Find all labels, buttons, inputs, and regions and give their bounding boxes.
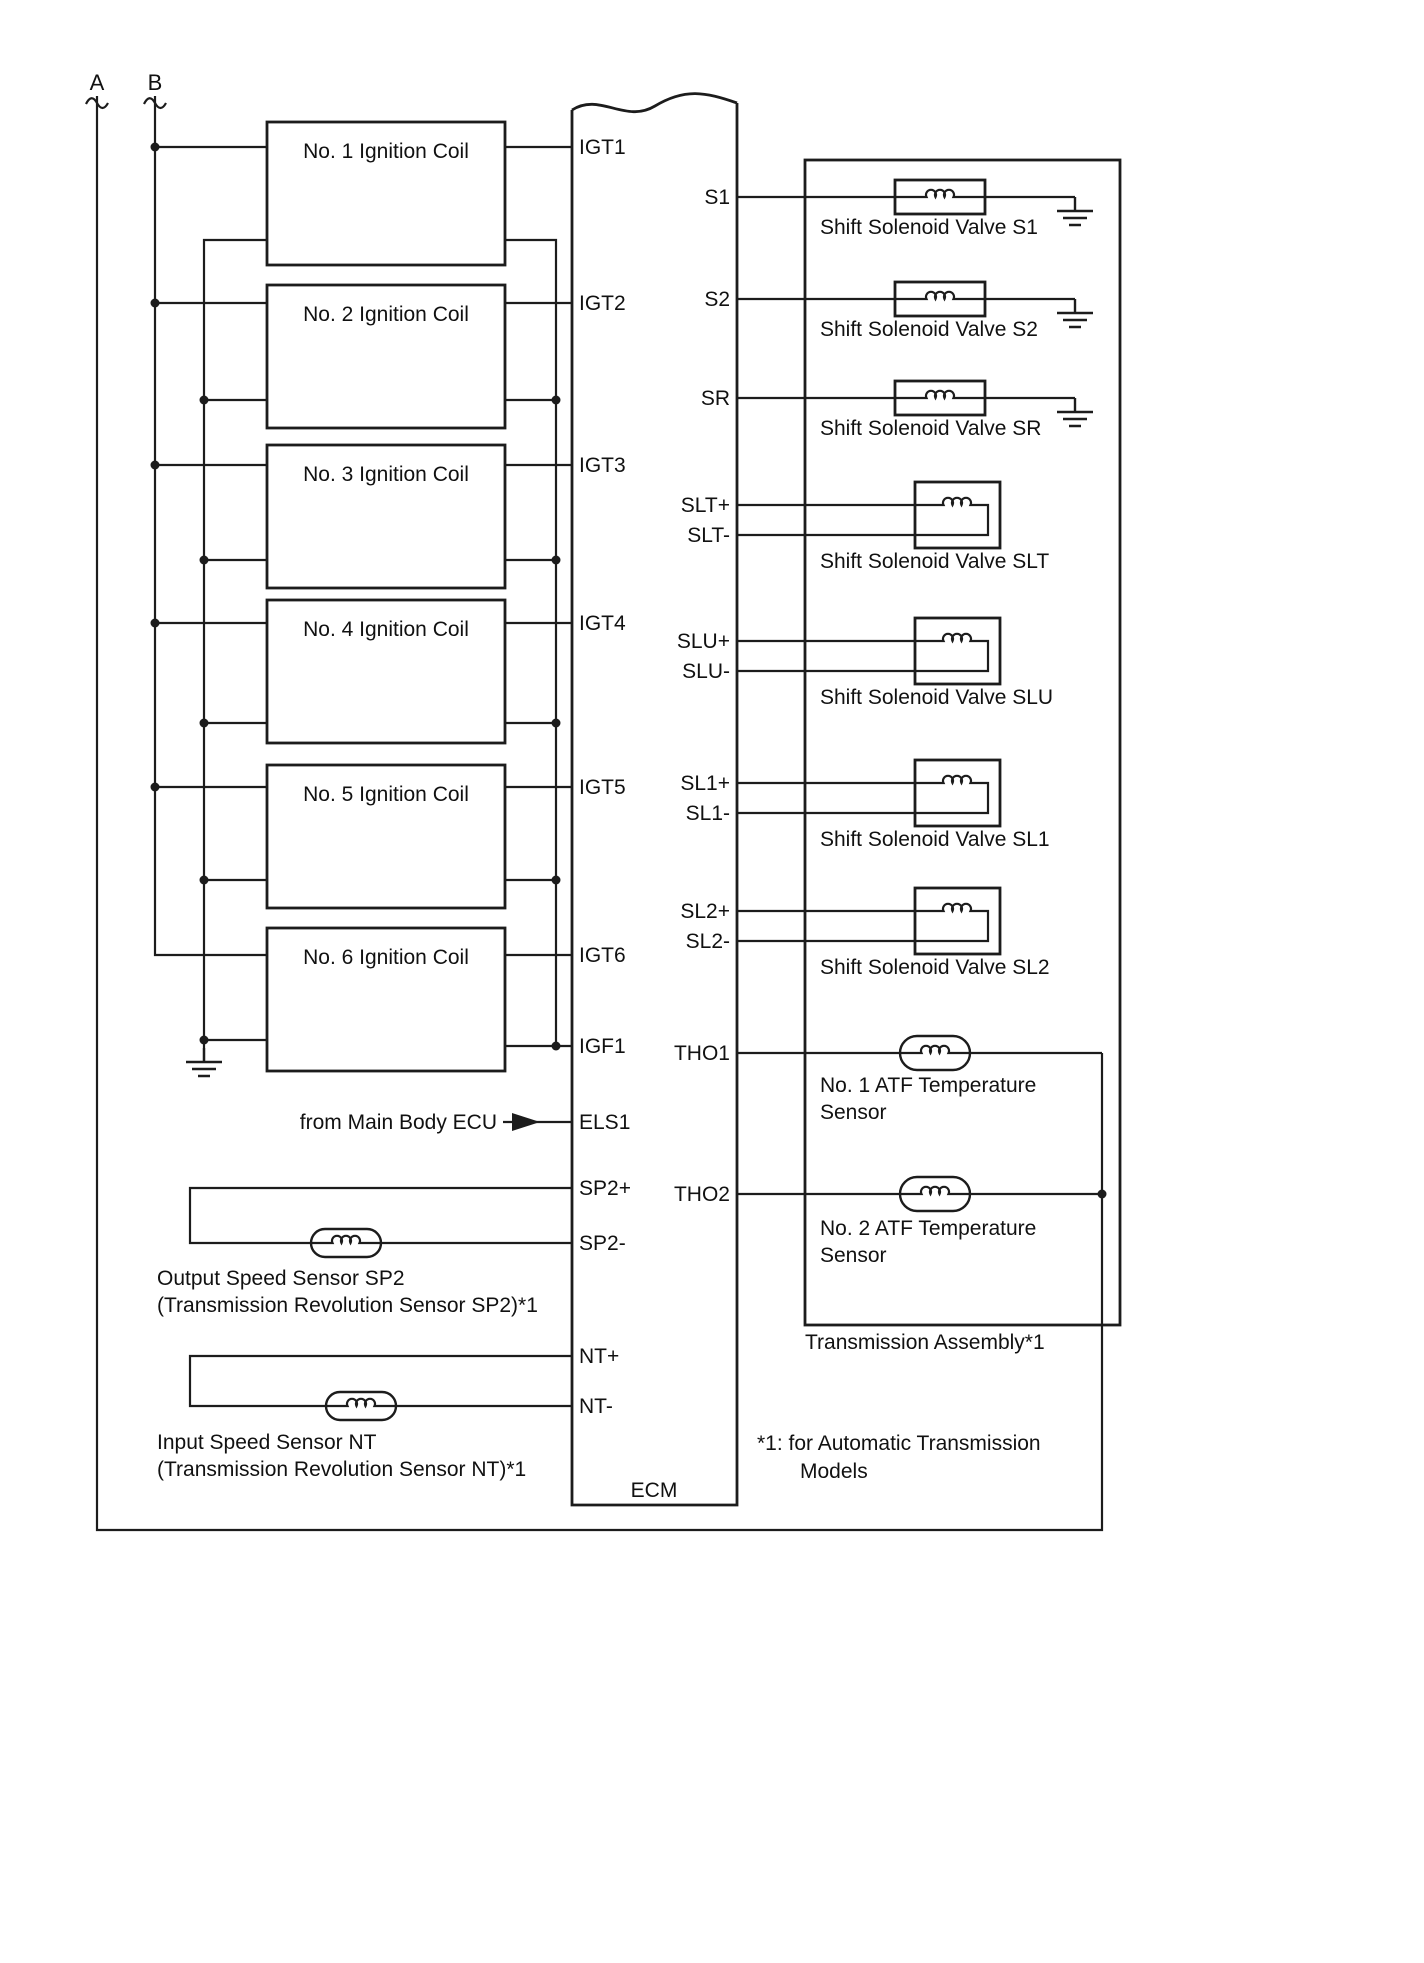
sl1-wires <box>737 783 988 813</box>
terminal-igt4: IGT4 <box>579 612 626 635</box>
nt-sensor-coil-icon <box>345 1399 377 1406</box>
ignition-coil-5-label: No. 5 Ignition Coil <box>303 783 469 806</box>
terminal-igt2: IGT2 <box>579 292 626 315</box>
footnote-line2: Models <box>800 1460 868 1483</box>
terminal-slt-minus: SLT- <box>687 524 730 547</box>
solenoid-slt-label: Shift Solenoid Valve SLT <box>820 550 1050 573</box>
igf-bus-wire <box>505 240 572 1046</box>
terminal-sp2-minus: SP2- <box>579 1232 626 1255</box>
ignition-coil-6-label: No. 6 Ignition Coil <box>303 946 469 969</box>
s2-ground-icon <box>1057 299 1093 327</box>
footnote-line1: *1: for Automatic Transmission <box>757 1432 1041 1455</box>
terminal-tho1: THO1 <box>673 1042 730 1065</box>
solenoid-sl1-coil-icon <box>941 776 973 783</box>
terminal-els1: ELS1 <box>579 1111 631 1134</box>
coil-ground-bus-wire <box>204 240 267 1062</box>
terminal-slu-minus: SLU- <box>682 660 730 683</box>
sp2-label-line1: Output Speed Sensor SP2 <box>157 1267 405 1290</box>
nt-label-line1: Input Speed Sensor NT <box>157 1431 377 1454</box>
junction-dot <box>151 783 160 792</box>
s1-ground-icon <box>1057 197 1093 225</box>
terminal-igt3: IGT3 <box>579 454 626 477</box>
junction-dot <box>200 556 209 565</box>
solenoid-slt-coil-icon <box>941 498 973 505</box>
nt-wires <box>190 1356 572 1406</box>
junction-dot <box>200 876 209 885</box>
coil-ground-icon <box>186 1048 222 1076</box>
solenoid-slu-label: Shift Solenoid Valve SLU <box>820 686 1054 709</box>
terminal-igt6: IGT6 <box>579 944 626 967</box>
sp2-sensor-coil-icon <box>330 1236 362 1243</box>
terminal-nt-minus: NT- <box>579 1395 613 1418</box>
slu-wires <box>737 641 988 671</box>
atf-sensor-2-label-line1: No. 2 ATF Temperature <box>820 1217 1037 1240</box>
junction-dot <box>200 396 209 405</box>
atf-sensor-2-coil-icon <box>919 1187 951 1194</box>
terminal-igf1: IGF1 <box>579 1035 626 1058</box>
terminal-sl1-plus: SL1+ <box>680 772 730 795</box>
slt-wires <box>737 505 988 535</box>
junction-dot <box>552 396 561 405</box>
solenoid-sl1-label: Shift Solenoid Valve SL1 <box>820 828 1050 851</box>
junction-dot <box>151 143 160 152</box>
junction-dot <box>200 1036 209 1045</box>
terminal-sp2-plus: SP2+ <box>579 1177 631 1200</box>
ecm-label: ECM <box>630 1479 678 1502</box>
solenoid-s2-coil-icon <box>924 292 956 299</box>
power-line-b-wire <box>155 96 267 955</box>
terminal-sl1-minus: SL1- <box>685 802 730 825</box>
solenoid-slu-coil-icon <box>941 634 973 641</box>
ignition-coil-4-label: No. 4 Ignition Coil <box>303 618 469 641</box>
junction-dot <box>151 619 160 628</box>
sl2-wires <box>737 911 988 941</box>
solenoid-sl2-label: Shift Solenoid Valve SL2 <box>820 956 1050 979</box>
ignition-coil-2-label: No. 2 Ignition Coil <box>303 303 469 326</box>
main-body-ecu-label: from Main Body ECU <box>299 1111 497 1134</box>
terminal-igt5: IGT5 <box>579 776 626 799</box>
junction-dot <box>200 719 209 728</box>
igt-wires <box>505 147 572 955</box>
arrow-icon <box>512 1113 540 1131</box>
solenoid-s1-label: Shift Solenoid Valve S1 <box>820 216 1038 239</box>
junction-dot <box>151 461 160 470</box>
solenoid-sr-coil-icon <box>924 391 956 398</box>
junction-dot <box>1098 1190 1107 1199</box>
ignition-coil-1-label: No. 1 Ignition Coil <box>303 140 469 163</box>
sp2-wires <box>190 1188 572 1243</box>
solenoid-sr-label: Shift Solenoid Valve SR <box>820 417 1042 440</box>
line-a-label: A <box>89 70 105 95</box>
solenoid-s2-label: Shift Solenoid Valve S2 <box>820 318 1038 341</box>
terminal-slu-plus: SLU+ <box>676 630 730 653</box>
terminal-s2: S2 <box>704 288 730 311</box>
terminal-s1: S1 <box>704 186 730 209</box>
junction-dot <box>552 876 561 885</box>
terminal-tho2: THO2 <box>673 1183 730 1206</box>
junction-dot <box>552 719 561 728</box>
solenoid-sl2-coil-icon <box>941 904 973 911</box>
terminal-slt-plus: SLT+ <box>680 494 730 517</box>
ignition-coil-3-label: No. 3 Ignition Coil <box>303 463 469 486</box>
terminal-sl2-plus: SL2+ <box>680 900 730 923</box>
atf-sensor-1-label-line1: No. 1 ATF Temperature <box>820 1074 1037 1097</box>
sr-ground-icon <box>1057 398 1093 426</box>
junction-dot <box>552 1042 561 1051</box>
atf-sensor-2-label-line2: Sensor <box>820 1244 887 1267</box>
terminal-sr: SR <box>700 387 730 410</box>
sp2-label-line2: (Transmission Revolution Sensor SP2)*1 <box>157 1294 538 1317</box>
terminal-nt-plus: NT+ <box>579 1345 620 1368</box>
junction-dot <box>151 299 160 308</box>
terminal-sl2-minus: SL2- <box>685 930 730 953</box>
line-b-label: B <box>147 70 163 95</box>
atf-sensor-1-label-line2: Sensor <box>820 1101 887 1124</box>
solenoid-s1-coil-icon <box>924 190 956 197</box>
atf-sensor-1-coil-icon <box>919 1046 951 1053</box>
nt-label-line2: (Transmission Revolution Sensor NT)*1 <box>157 1458 527 1481</box>
transmission-assembly-label: Transmission Assembly*1 <box>805 1331 1045 1354</box>
terminal-igt1: IGT1 <box>579 136 626 159</box>
junction-dot <box>552 556 561 565</box>
